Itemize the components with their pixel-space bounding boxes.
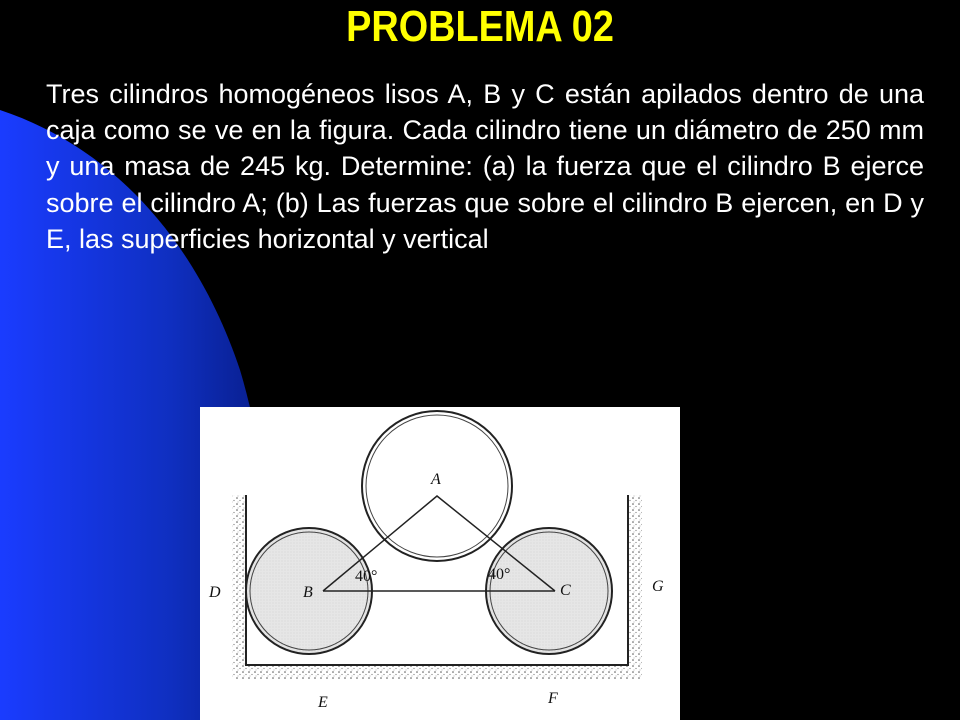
- label-f: F: [548, 690, 558, 707]
- floor: [232, 665, 642, 679]
- angle-label-left: 40°: [355, 568, 378, 585]
- problem-statement: Tres cilindros homogéneos lisos A, B y C están apilados dentro de una caja como se ve en la figura. Cada cilindro tiene un diámetro de 250 mm y una masa de 245 kg. Determine: (a) la fuerza que el cilindro B ejerce sobre el cilindro A; (b) Las fuerzas que sobre el cilindro B ejercen, en D y E, las superficies horizontal y vertical: [46, 79, 924, 254]
- right-wall: [628, 495, 642, 675]
- label-b: B: [303, 584, 313, 601]
- label-e: E: [318, 694, 328, 711]
- cylinders-diagram: [200, 407, 680, 720]
- angle-label-right: 40°: [488, 566, 511, 583]
- label-c: C: [560, 582, 571, 599]
- slide-title: PROBLEMA 02: [346, 2, 614, 51]
- left-wall: [232, 495, 246, 675]
- label-g: G: [652, 578, 664, 595]
- label-d: D: [209, 584, 221, 601]
- label-a: A: [431, 471, 441, 488]
- cylinders-figure: [200, 407, 680, 720]
